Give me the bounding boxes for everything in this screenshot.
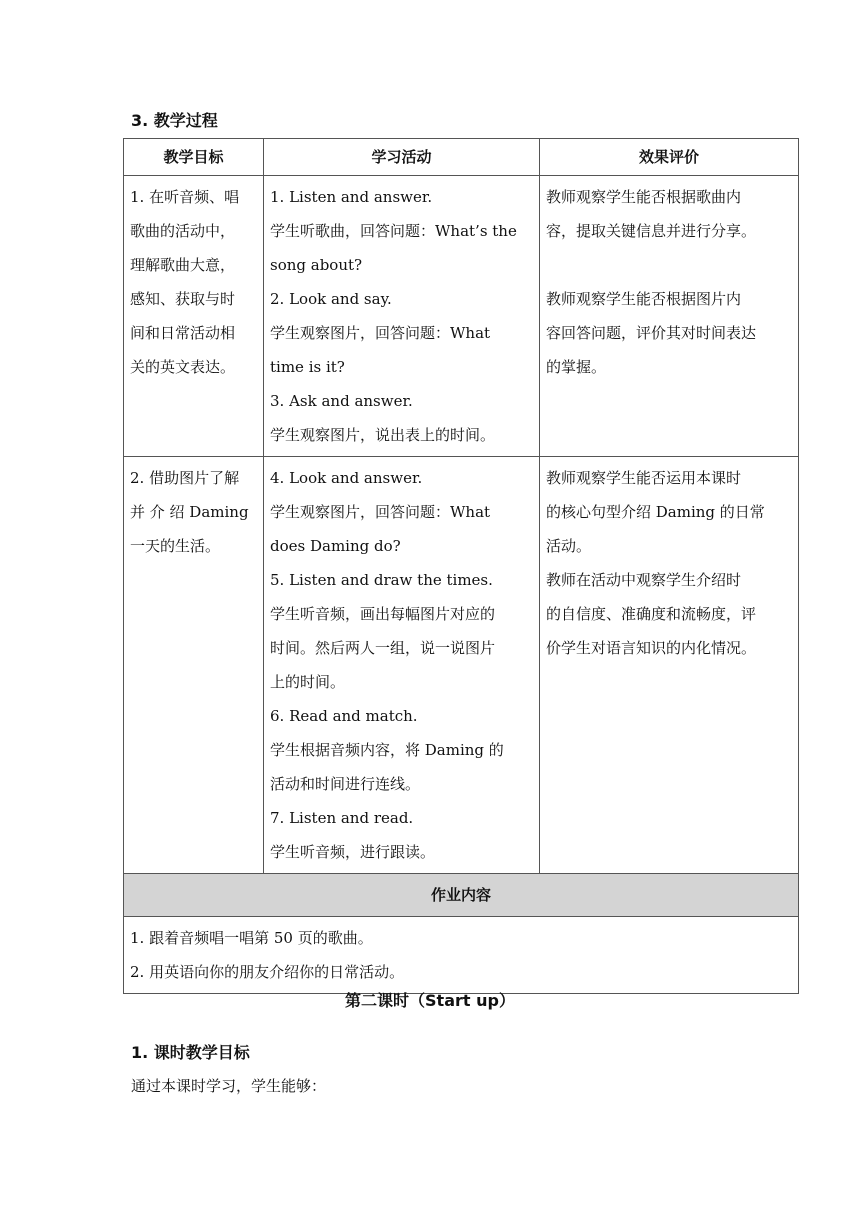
activity-cell <box>264 176 540 457</box>
activity-line: 学生观察图片，说出表上的时间。 <box>270 426 496 444</box>
evaluation-line: 价学生对语言知识的内化情况。 <box>546 639 757 657</box>
homework-title: 作业内容 <box>124 874 799 917</box>
evaluation-line: 活动。 <box>546 537 592 555</box>
goal-cell <box>124 176 264 457</box>
evaluation-line: 教师观察学生能否运用本课时 <box>546 469 742 487</box>
activity-line: 学生听歌曲，回答问题：What’s the <box>270 222 517 240</box>
header-evaluation: 效果评价 <box>540 139 799 176</box>
objectives-heading: 1. 课时教学目标 <box>131 1043 250 1062</box>
header-learning-activity: 学习活动 <box>264 139 540 176</box>
evaluation-line: 教师在活动中观察学生介绍时 <box>546 571 742 589</box>
homework-title-row <box>124 874 799 917</box>
activity-line: 1. Listen and answer. <box>270 188 433 206</box>
activity-line: 5. Listen and draw the times. <box>270 571 493 589</box>
goal-line: 关的英文表达。 <box>130 358 236 376</box>
lesson-title: 第二课时（Start up） <box>345 991 515 1010</box>
activity-line: 3. Ask and answer. <box>270 392 413 410</box>
homework-item: 2. 用英语向你的朋友介绍你的日常活动。 <box>130 963 405 981</box>
activity-line: 7. Listen and read. <box>270 809 414 827</box>
activity-line: time is it? <box>270 358 345 376</box>
table-row <box>124 457 799 874</box>
goal-line: 2. 借助图片了解 <box>130 469 240 487</box>
evaluation-line: 容回答问题，评价其对时间表达 <box>546 324 757 342</box>
table-row <box>124 176 799 457</box>
evaluation-line: 教师观察学生能否根据歌曲内 <box>546 188 742 206</box>
section-heading: 3. 教学过程 <box>131 111 218 130</box>
activity-line: 学生听音频，进行跟读。 <box>270 843 436 861</box>
evaluation-spacer <box>546 248 792 282</box>
activity-line: 活动和时间进行连线。 <box>270 775 421 793</box>
goal-line: 间和日常活动相 <box>130 324 236 342</box>
activity-line: 学生观察图片，回答问题：What <box>270 324 491 342</box>
goal-line: 理解歌曲大意， <box>130 256 236 274</box>
evaluation-line: 的自信度、准确度和流畅度，评 <box>546 605 757 623</box>
activity-line: 4. Look and answer. <box>270 469 423 487</box>
evaluation-cell <box>540 176 799 457</box>
goal-cell <box>124 457 264 874</box>
homework-cell <box>124 917 799 994</box>
activity-line: song about? <box>270 256 363 274</box>
goal-line: 并 介 绍 Daming <box>130 503 249 521</box>
intro-text: 通过本课时学习，学生能够： <box>131 1077 327 1095</box>
goal-line: 1. 在听音频、唱 <box>130 188 240 206</box>
evaluation-cell <box>540 457 799 874</box>
evaluation-line: 的核心句型介绍 Daming 的日常 <box>546 503 765 521</box>
goal-line: 一天的生活。 <box>130 537 221 555</box>
activity-line: 学生观察图片，回答问题：What <box>270 503 491 521</box>
activity-line: 学生根据音频内容，将 Daming 的 <box>270 741 504 759</box>
goal-line: 感知、获取与时 <box>130 290 236 308</box>
activity-cell <box>264 457 540 874</box>
homework-row <box>124 917 799 994</box>
evaluation-line: 教师观察学生能否根据图片内 <box>546 290 742 308</box>
activity-line: 时间。然后两人一组，说一说图片 <box>270 639 496 657</box>
activity-line: does Daming do? <box>270 537 401 555</box>
evaluation-line: 容，提取关键信息并进行分享。 <box>546 222 757 240</box>
activity-line: 上的时间。 <box>270 673 346 691</box>
goal-line: 歌曲的活动中， <box>130 222 236 240</box>
activity-line: 6. Read and match. <box>270 707 418 725</box>
evaluation-line: 的掌握。 <box>546 358 607 376</box>
header-teaching-goal: 教学目标 <box>124 139 264 176</box>
homework-item: 1. 跟着音频唱一唱第 50 页的歌曲。 <box>130 929 373 947</box>
activity-line: 2. Look and say. <box>270 290 392 308</box>
activity-line: 学生听音频，画出每幅图片对应的 <box>270 605 496 623</box>
table-header-row <box>124 139 799 176</box>
teaching-process-table <box>123 138 799 994</box>
